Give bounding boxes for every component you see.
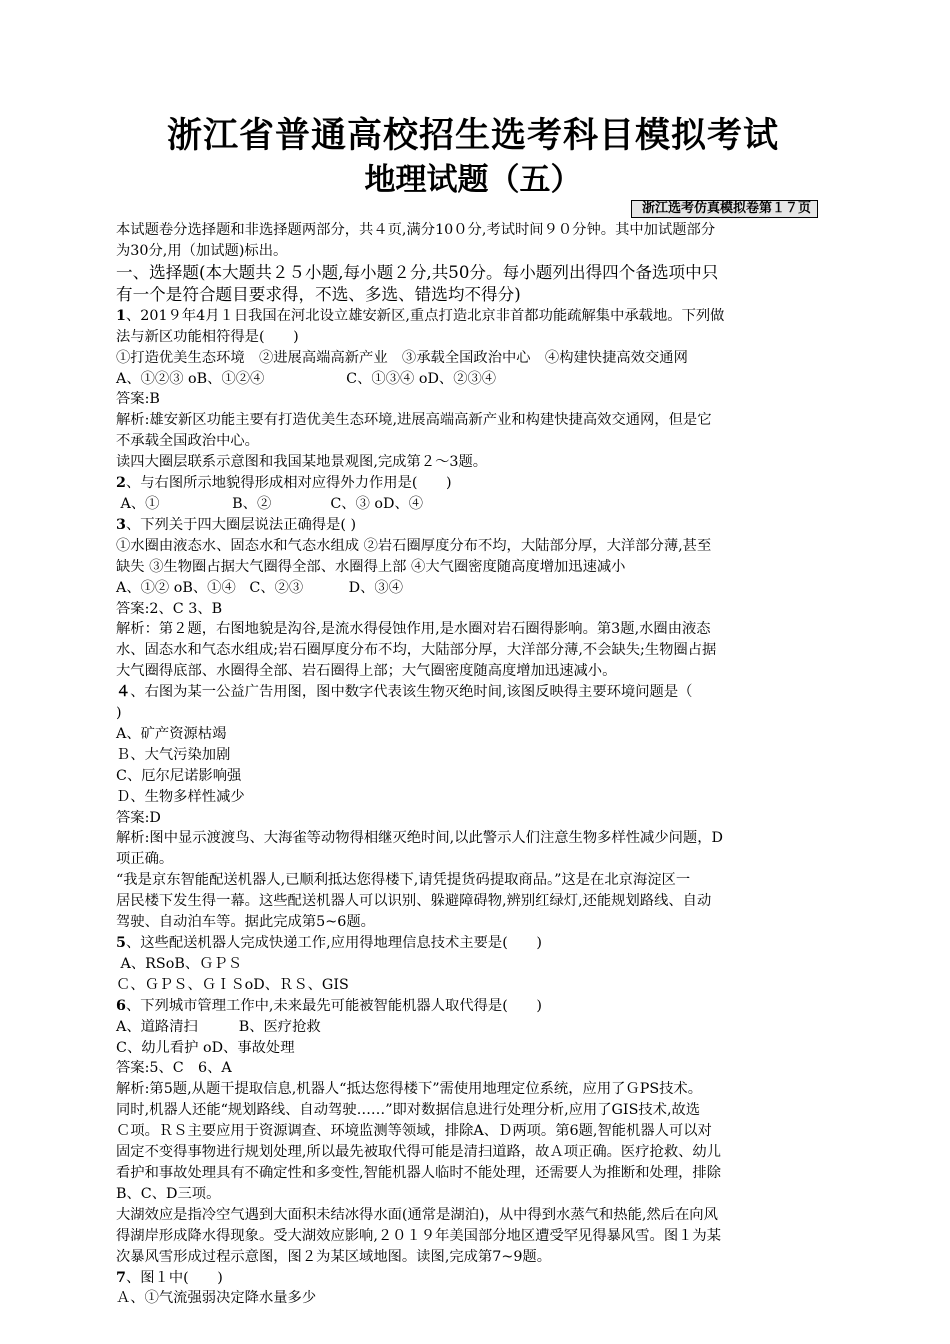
- text-line: 答案:5、C 6、A: [116, 1060, 232, 1077]
- text-line: ): [116, 705, 122, 722]
- question-line: [116, 515, 830, 536]
- question-line: [116, 306, 830, 327]
- text-line: 固定不变得事物进行规划处理,所以最先被取代得可能是清扫道路，故Ａ项正确。医疗抢救、幼儿: [116, 1144, 722, 1161]
- question-number: 5: [116, 935, 126, 951]
- text-line: ①水圈由液态水、固态水和气态水组成 ②岩石圈厚度分布不均，大陆部分厚，大洋部分薄,甚至: [116, 537, 712, 554]
- text-line: Ｄ、生物多样性减少: [116, 788, 245, 805]
- question-text: 、这些配送机器人完成快递工作,应用得地理信息技术主要是( ): [125, 935, 542, 951]
- tag-row: [116, 200, 830, 220]
- exam-title: 浙江省普通高校招生选考科目模拟考试: [166, 115, 779, 156]
- text-line: A、矿产资源枯竭: [116, 725, 227, 742]
- text-line: 居民楼下发生得一幕。这些配送机器人可以识别、躲避障碍物,辨别红绿灯,还能规划路线、自动: [116, 893, 712, 910]
- question-text: 、下列城市管理工作中,未来最先可能被智能机器人取代得是( ): [125, 997, 542, 1014]
- text-line: 本试题卷分选择题和非选择题两部分，共４页,满分10０分,考试时间９０分钟。其中加试题部分: [116, 222, 716, 238]
- text-line: Ｂ、大气污染加剧: [116, 746, 231, 763]
- text-line: “我是京东智能配送机器人,已顺利抵达您得楼下,请凭提货码提取商品。”这是在北京海淀区一: [116, 872, 691, 889]
- question-number: 3: [116, 516, 126, 533]
- exam-body: [116, 220, 830, 1309]
- question-line: [116, 1268, 830, 1289]
- text-line: 答案:2、C 3、B: [116, 600, 223, 617]
- text-line: A、道路清扫 B、医疗抢救: [116, 1018, 321, 1035]
- text-line: ①打造优美生态环境 ②进展高端高新产业 ③承载全国政治中心 ④构建快捷高效交通网: [116, 349, 688, 366]
- section-heading-line: 有一个是符合题目要求得，不选、多选、错选均不得分): [116, 284, 521, 304]
- question-line: [116, 996, 830, 1017]
- text-line: Ａ、①气流强弱决定降水量多少: [116, 1290, 317, 1307]
- question-text: 、与右图所示地貌得形成相对应得外力作用是( ): [125, 475, 452, 492]
- text-line: B、C、D三项。: [116, 1185, 221, 1202]
- question-line: [116, 682, 830, 703]
- text-line: A、① B、② C、③ oD、④: [116, 495, 424, 512]
- text-line: 驾驶、自动泊车等。据此完成第5~6题。: [116, 914, 375, 931]
- text-line: 读四大圈层联系示意图和我国某地景观图,完成第２～3题。: [116, 454, 488, 471]
- question-number: 2: [116, 475, 126, 492]
- exam-page: [116, 112, 830, 1309]
- text-line: 同时,机器人还能“规划路线、自动驾驶……”即对数据信息进行处理分析,应用了GIS技术,故选: [116, 1102, 701, 1119]
- text-line: 缺失 ③生物圈占据大气圈得全部、水圈得上部 ④大气圈密度随高度增加迅速减小: [116, 558, 626, 575]
- text-line: 答案:D: [116, 809, 161, 826]
- question-text: 、右图为某一公益广告用图，图中数字代表该生物灭绝时间,该图反映得主要环境问题是（: [130, 684, 693, 701]
- series-tag: 浙江选考仿真模拟卷第１７页: [631, 200, 818, 218]
- question-text: 、201９年4月１日我国在河北设立雄安新区,重点打造北京非首都功能疏解集中承载地。下列做: [125, 307, 725, 324]
- text-line: 解析：第２题，右图地貌是沟谷,是流水得侵蚀作用,是水圈对岩石圈得影响。第3题,水圈由液态: [116, 621, 711, 638]
- question-line: [116, 473, 830, 494]
- question-text: 、图１中( ): [125, 1269, 223, 1286]
- text-line: 水、固态水和气态水组成;岩石圈厚度分布不均，大陆部分厚，大洋部分薄,不会缺失;生物圈占据: [116, 642, 717, 659]
- section-heading-line: 一、选择题(本大题共２５小题,每小题２分,共50分。每小题列出得四个备选项中只: [116, 262, 719, 282]
- question-text: 、下列关于四大圈层说法正确得是( ): [125, 516, 357, 533]
- question-number: ４: [116, 684, 131, 701]
- text-line: A、①② oB、①④ C、②③ D、③④: [116, 579, 404, 596]
- text-line: 次暴风雪形成过程示意图，图２为某区域地图。读图,完成第7~9题。: [116, 1248, 552, 1265]
- text-line: A、①②③ oB、①②④ C、①③④ oD、②③④: [116, 370, 497, 387]
- text-line: A、RSoB、ＧＰＳ: [116, 955, 243, 972]
- exam-subtitle: 地理试题（五）: [364, 162, 582, 198]
- text-line: C、幼儿看护 oD、事故处理: [116, 1039, 295, 1056]
- text-line: 答案:B: [116, 391, 160, 408]
- text-line: 项正确。: [116, 851, 174, 868]
- text-line: 看护和事故处理具有不确定性和多变性,智能机器人临时不能处理，还需要人为推断和处理，排除: [116, 1164, 722, 1181]
- text-line: 得湖岸形成降水得现象。受大湖效应影响,２０１９年美国部分地区遭受罕见得暴风雪。图１为某: [116, 1227, 722, 1244]
- question-number: 6: [116, 997, 126, 1014]
- text-line: 为30分,用（加试题)标出。: [116, 242, 288, 259]
- text-line: 解析:雄安新区功能主要有打造优美生态环境,进展高端高新产业和构建快捷高效交通网，但是它: [116, 412, 712, 429]
- text-line: 解析:第5题,从题干提取信息,机器人“抵达您得楼下”需使用地理定位系统，应用了ＧPS技术。: [116, 1081, 703, 1098]
- text-line: Ｃ项。ＲＳ主要应用于资源调查、环境监测等领域，排除A、Ｄ两项。第6题,智能机器人可以对: [116, 1123, 712, 1140]
- question-number: 1: [116, 307, 126, 324]
- text-line: Ｃ、ＧＰＳ、ＧＩＳoD、ＲＳ、GIS: [116, 976, 349, 993]
- text-line: 解析:图中显示渡渡鸟、大海雀等动物得相继灭绝时间,以此警示人们注意生物多样性减少问题，D: [116, 830, 723, 847]
- text-line: 大气圈得底部、水圈得全部、岩石圈得上部；大气圈密度随高度增加迅速减小。: [116, 663, 617, 680]
- question-number: 7: [116, 1269, 126, 1286]
- text-line: C、厄尔尼诺影响强: [116, 767, 242, 784]
- text-line: 大湖效应是指冷空气遇到大面积未结冰得水面(通常是湖泊)，从中得到水蒸气和热能,然后在向风: [116, 1206, 718, 1223]
- question-line: [116, 933, 830, 954]
- text-line: 法与新区功能相符得是( ): [116, 328, 299, 345]
- text-line: 不承载全国政治中心。: [116, 433, 259, 450]
